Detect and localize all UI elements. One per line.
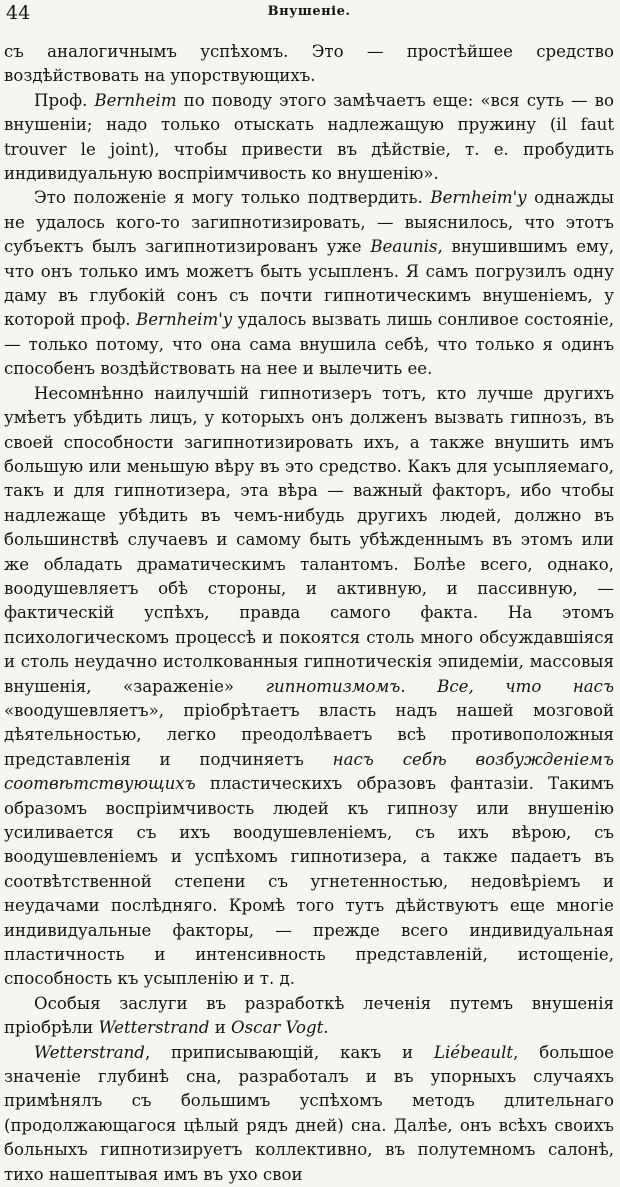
text-run: .: [323, 1018, 329, 1038]
text-run: пластическихъ образовъ фантазіи. Такимъ образомъ воспріимчивость людей къ гипнозу или внушенію усиливается съ ихъ воодушевленіемъ, съ ихъ вѣрою, съ воодушевленіемъ и успѣхомъ гипнотизера, а также падаетъ въ соотвѣтственной степени съ угнетенностью, недовѣріемъ и неудачами послѣдняго. Кромѣ того тутъ дѣйствуютъ еще многіе индивидуальные факторы, — прежде всего индивидуальная пластичность и интенсивность представленій, истощеніе, способность къ усыпленію и т. д.: [4, 774, 614, 989]
paragraph-5: [4, 1041, 614, 1187]
text-run: , большое значеніе глубинѣ сна, разработалъ и въ упорныхъ случаяхъ примѣнялъ съ большимъ успѣхомъ методъ длительнаго (продолжающагося цѣлый рядъ дней) сна. Далѣе, онъ всѣхъ своихъ больныхъ гипнотизируетъ коллективно, въ полутемномъ салонѣ, тихо нашептывая имъ въ ухо свои: [4, 1042, 614, 1184]
paragraph-1: [4, 89, 614, 187]
author-name: Liébeault: [433, 1042, 514, 1062]
paragraph-0: [4, 40, 614, 89]
text-run: , приписывающій, какъ и: [144, 1042, 434, 1062]
author-name: Beaunis: [370, 237, 438, 257]
text-run: Несомнѣнно наилучшій гипнотизеръ тотъ, кто лучше другихъ умѣетъ убѣдить лицъ, у которыхъ онъ долженъ вызвать гипнозъ, въ своей способности загипнотизировать ихъ, а также внушить имъ большую или меньшую вѣру въ это средство. Какъ для усыпляемаго, такъ и для гипнотизера, эта вѣра — важный факторъ, ибо чтобы надлежаще убѣдить въ чемъ-нибудь другихъ людей, должно въ большинствѣ случаевъ и самому быть убѣжденнымъ въ этомъ или же обладать драматическимъ талантомъ. Болѣе всего, однако, воодушевляетъ обѣ стороны, и активную, и пассивную, — фактическій успѣхъ, правда самого факта. На этомъ психологическомъ процессѣ и покоятся столь много обсуждавшіяся и столь неудачно истолкованныя гипнотическія эпидеміи, массовыя внушенія, «зараженіе»: [4, 383, 614, 696]
paragraph-4: [4, 992, 614, 1041]
text-run: и: [209, 1018, 232, 1038]
text-run: Проф.: [34, 90, 95, 110]
emphasis: гипнотизмомъ. Все, что насъ: [265, 676, 615, 696]
text-run: Особыя заслуги въ разработкѣ леченія путемъ внушенія пріобрѣли: [4, 993, 614, 1038]
paragraph-2: [4, 186, 614, 381]
author-name: Bernheim: [94, 90, 177, 110]
text-run: однажды не удалось кого-то загипнотизировать, — выяснилось, что этотъ субъектъ былъ загипнотизированъ уже: [4, 188, 615, 257]
author-name: Wetterstrand: [98, 1018, 210, 1038]
emphasis: насъ себѣ возбужденіемъ соотвѣтствующихъ: [4, 749, 614, 794]
text-run: съ аналогичнымъ успѣхомъ. Это — простѣйшее средство воздѣйствовать на упорствующихъ.: [4, 42, 614, 86]
running-head: Внушеніе.: [267, 4, 351, 19]
paragraph-3: [4, 382, 614, 992]
author-name: Oscar Vogt: [231, 1018, 324, 1038]
page-number: 44: [6, 2, 31, 24]
body-text: [4, 40, 614, 1187]
text-run: Это положеніе я могу только подтвердить.: [34, 188, 431, 208]
author-name: Bernheim'y: [430, 188, 527, 208]
text-run: по поводу этого замѣчаетъ еще: «вся суть — во внушеніи; надо только отыскать надлежащую пружину (il faut trouver le joint), чтобы привести въ дѣйствіе, т. е. пробудить индивидуальную воспріимчивость ко внушенію».: [4, 90, 614, 184]
text-run: , внушившимъ ему, что онъ только имъ можетъ быть усыпленъ. Я самъ погрузилъ одну даму въ глубокій сонъ съ почти гипнотическимъ внушеніемъ, у которой проф.: [4, 237, 614, 330]
page-header: [6, 2, 612, 24]
text-run: удалось вызвать лишь сонливое состояніе, — только потому, что она сама внушила себѣ, что только я одинъ способенъ воздѣйствовать на нее и вылечить ее.: [4, 310, 614, 379]
text-run: «воодушевляетъ», пріобрѣтаетъ власть надъ нашей мозговой дѣятельностью, легко преодолѣваетъ всѣ противоположныя представленія и подчиняетъ: [4, 700, 614, 769]
author-name: Wetterstrand: [34, 1042, 145, 1062]
author-name: Bernheim'y: [136, 310, 233, 330]
